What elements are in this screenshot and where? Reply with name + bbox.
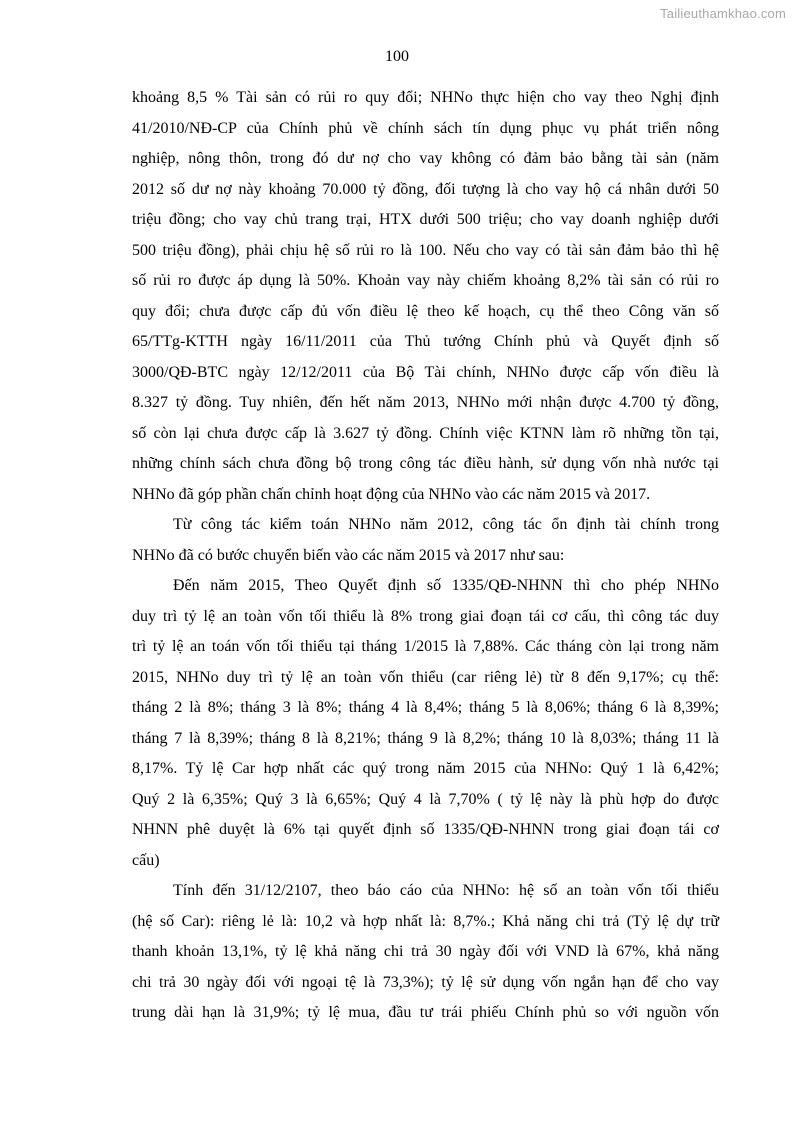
text-line: NHNo đã có bước chuyển biến vào các năm 2015 và 2017 như sau: (132, 546, 565, 564)
body-text (132, 83, 719, 1029)
text-line: 8,17%. Tỷ lệ Car hợp nhất các quý trong năm 2015 của NHNo: Quý 1 là 6,42%; (132, 760, 719, 777)
text-line: Tính đến 31/12/2107, theo báo cáo của NHNo: hệ số an toàn vốn tối thiểu (173, 882, 719, 899)
text-line: trung dài hạn là 31,9%; tỷ lệ mua, đầu tư trái phiếu Chính phủ so với nguồn vốn (132, 1004, 719, 1021)
text-line: 2012 số dư nợ này khoảng 70.000 tỷ đồng, đối tượng là cho vay hộ cá nhân dưới 50 (132, 180, 719, 198)
text-line: 2015, NHNo duy trì tỷ lệ an toàn vốn thiểu (car riêng lẻ) từ 8 đến 9,17%; cụ thể: (132, 668, 719, 686)
text-line: NHNN phê duyệt là 6% tại quyết định số 1335/QĐ-NHNN trong giai đoạn tái cơ (132, 821, 719, 838)
text-line: 8.327 tỷ đồng. Tuy nhiên, đến hết năm 2013, NHNo mới nhận được 4.700 tỷ đồng, (132, 394, 719, 411)
text-line: chi trả 30 ngày đối với ngoại tệ là 73,3%); tỷ lệ sử dụng vốn ngắn hạn để cho vay (132, 973, 719, 991)
text-line: (hệ số Car): riêng lẻ là: 10,2 và hợp nhất là: 8,7%.; Khả năng chi trả (Tỷ lệ dự trữ (132, 912, 719, 930)
text-line: số rủi ro được áp dụng là 50%. Khoản vay này chiếm khoảng 8,2% tài sản có rủi ro (132, 272, 719, 289)
text-line: cấu) (132, 851, 160, 869)
text-line: triệu đồng; cho vay chủ trang trại, HTX dưới 500 triệu; cho vay doanh nghiệp dưới (132, 211, 719, 228)
text-line: Từ công tác kiểm toán NHNo năm 2012, công tác ổn định tài chính trong (173, 516, 719, 533)
text-line: NHNo đã góp phần chấn chỉnh hoạt động của NHNo vào các năm 2015 và 2017. (132, 485, 651, 503)
text-line: số còn lại chưa được cấp là 3.627 tỷ đồng. Chính việc KTNN làm rõ những tồn tại, (132, 424, 719, 442)
text-line: duy trì tỷ lệ an toàn vốn tối thiểu là 8% trong giai đoạn tái cơ cấu, thì công tác duy (132, 607, 719, 625)
page-number: 100 (385, 48, 409, 65)
text-line: khoảng 8,5 % Tài sản có rủi ro quy đổi; NHNo thực hiện cho vay theo Nghị định (132, 89, 719, 106)
text-line: quy đổi; chưa được cấp đủ vốn điều lệ theo kế hoạch, cụ thể theo Công văn số (132, 302, 719, 320)
watermark: Tailieuthamkhao.com (660, 6, 786, 21)
text-line: Đến năm 2015, Theo Quyết định số 1335/QĐ-NHNN thì cho phép NHNo (173, 577, 719, 594)
text-line: trì tỷ lệ an toán vốn tối thiểu tại tháng 1/2015 là 7,88%. Các tháng còn lại trong năm (132, 638, 719, 655)
text-line: nghiệp, nông thôn, trong đó dư nợ cho vay không có đảm bảo bằng tài sản (năm (132, 150, 719, 167)
text-line: 500 triệu đồng), phải chịu hệ số rủi ro là 100. Nếu cho vay có tài sản đảm bảo thì hệ (132, 241, 719, 259)
text-line: thanh khoản 13,1%, tỷ lệ khả năng chi trả 30 ngày đối với VND là 67%, khả năng (132, 943, 719, 960)
text-line: tháng 7 là 8,39%; tháng 8 là 8,21%; tháng 9 là 8,2%; tháng 10 là 8,03%; tháng 11 là (132, 729, 719, 747)
text-line: 41/2010/NĐ-CP của Chính phủ về chính sách tín dụng phục vụ phát triển nông (132, 119, 719, 137)
text-line: Quý 2 là 6,35%; Quý 3 là 6,65%; Quý 4 là 7,70% ( tỷ lệ này là phù hợp do được (132, 790, 719, 808)
text-line: tháng 2 là 8%; tháng 3 là 8%; tháng 4 là 8,4%; tháng 5 là 8,06%; tháng 6 là 8,39%; (132, 699, 719, 716)
text-line: 65/TTg-KTTH ngày 16/11/2011 của Thủ tướng Chính phủ và Quyết định số (132, 333, 719, 350)
text-line: 3000/QĐ-BTC ngày 12/12/2011 của Bộ Tài chính, NHNo được cấp vốn điều là (132, 363, 719, 381)
text-line: những chính sách chưa đồng bộ trong công tác điều hành, sử dụng vốn nhà nước tại (132, 455, 719, 472)
